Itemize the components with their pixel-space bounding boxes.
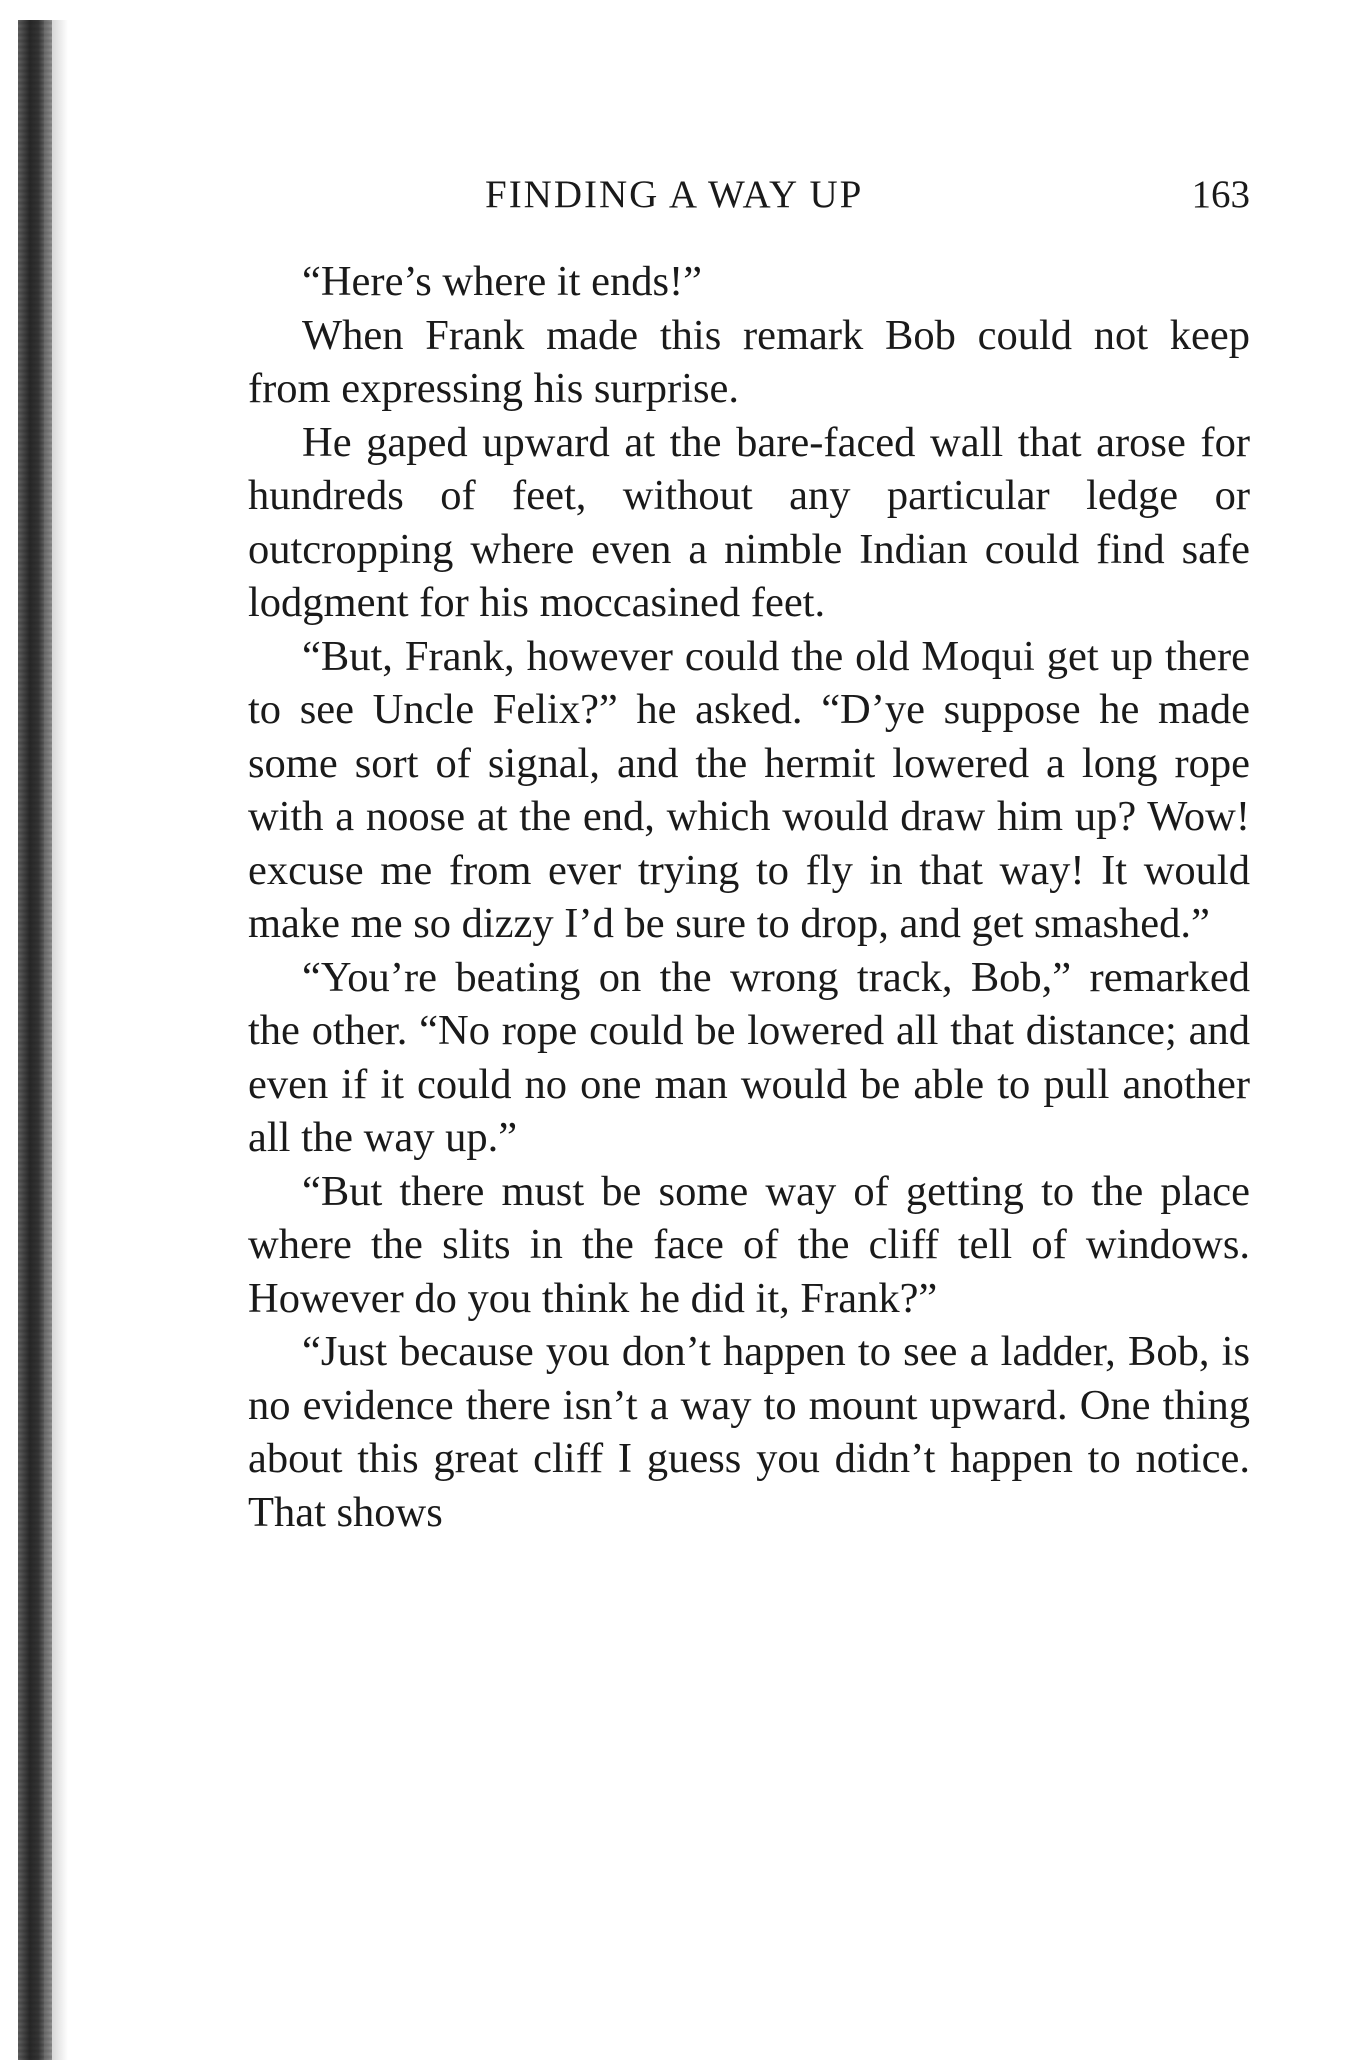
body-text xyxy=(248,255,1250,1539)
paragraph: “But there must be some way of getting to the place where the slits in the face of the cliff tell of windows. However do you think he did it, Frank?” xyxy=(248,1167,1250,1322)
page-header xyxy=(248,172,1250,222)
paragraph: “Here’s where it ends!” xyxy=(302,258,703,305)
binding-shadow xyxy=(44,20,68,2060)
running-head: FINDING A WAY UP xyxy=(485,173,864,216)
paragraph: “You’re beating on the wrong track, Bob,” remarked the other. “No rope could be lowered all that distance; and even if it could no one man would be able to pull another all the way up.” xyxy=(248,953,1250,1161)
paragraph: When Frank made this remark Bob could not keep from expressing his surprise. xyxy=(248,311,1250,412)
page-number: 163 xyxy=(1191,173,1250,216)
paragraph: He gaped upward at the bare-faced wall that arose for hundreds of feet, without any particular ledge or outcropping where even a nimble Indian could find safe lodgment for his moccasined feet. xyxy=(248,418,1250,626)
paragraph: “Just because you don’t happen to see a ladder, Bob, is no evidence there isn’t a way to mount upward. One thing about this great cliff I guess you didn’t happen to notice. That shows xyxy=(248,1328,1250,1536)
paragraph: “But, Frank, however could the old Moqui get up there to see Uncle Felix?” he asked. “D’ye suppose he made some sort of signal, and the hermit lowered a long rope with a noose at the end, which would draw him up? Wow! excuse me from ever trying to fly in that way! It would make me so dizzy I’d be sure to drop, and get smashed.” xyxy=(248,632,1250,947)
